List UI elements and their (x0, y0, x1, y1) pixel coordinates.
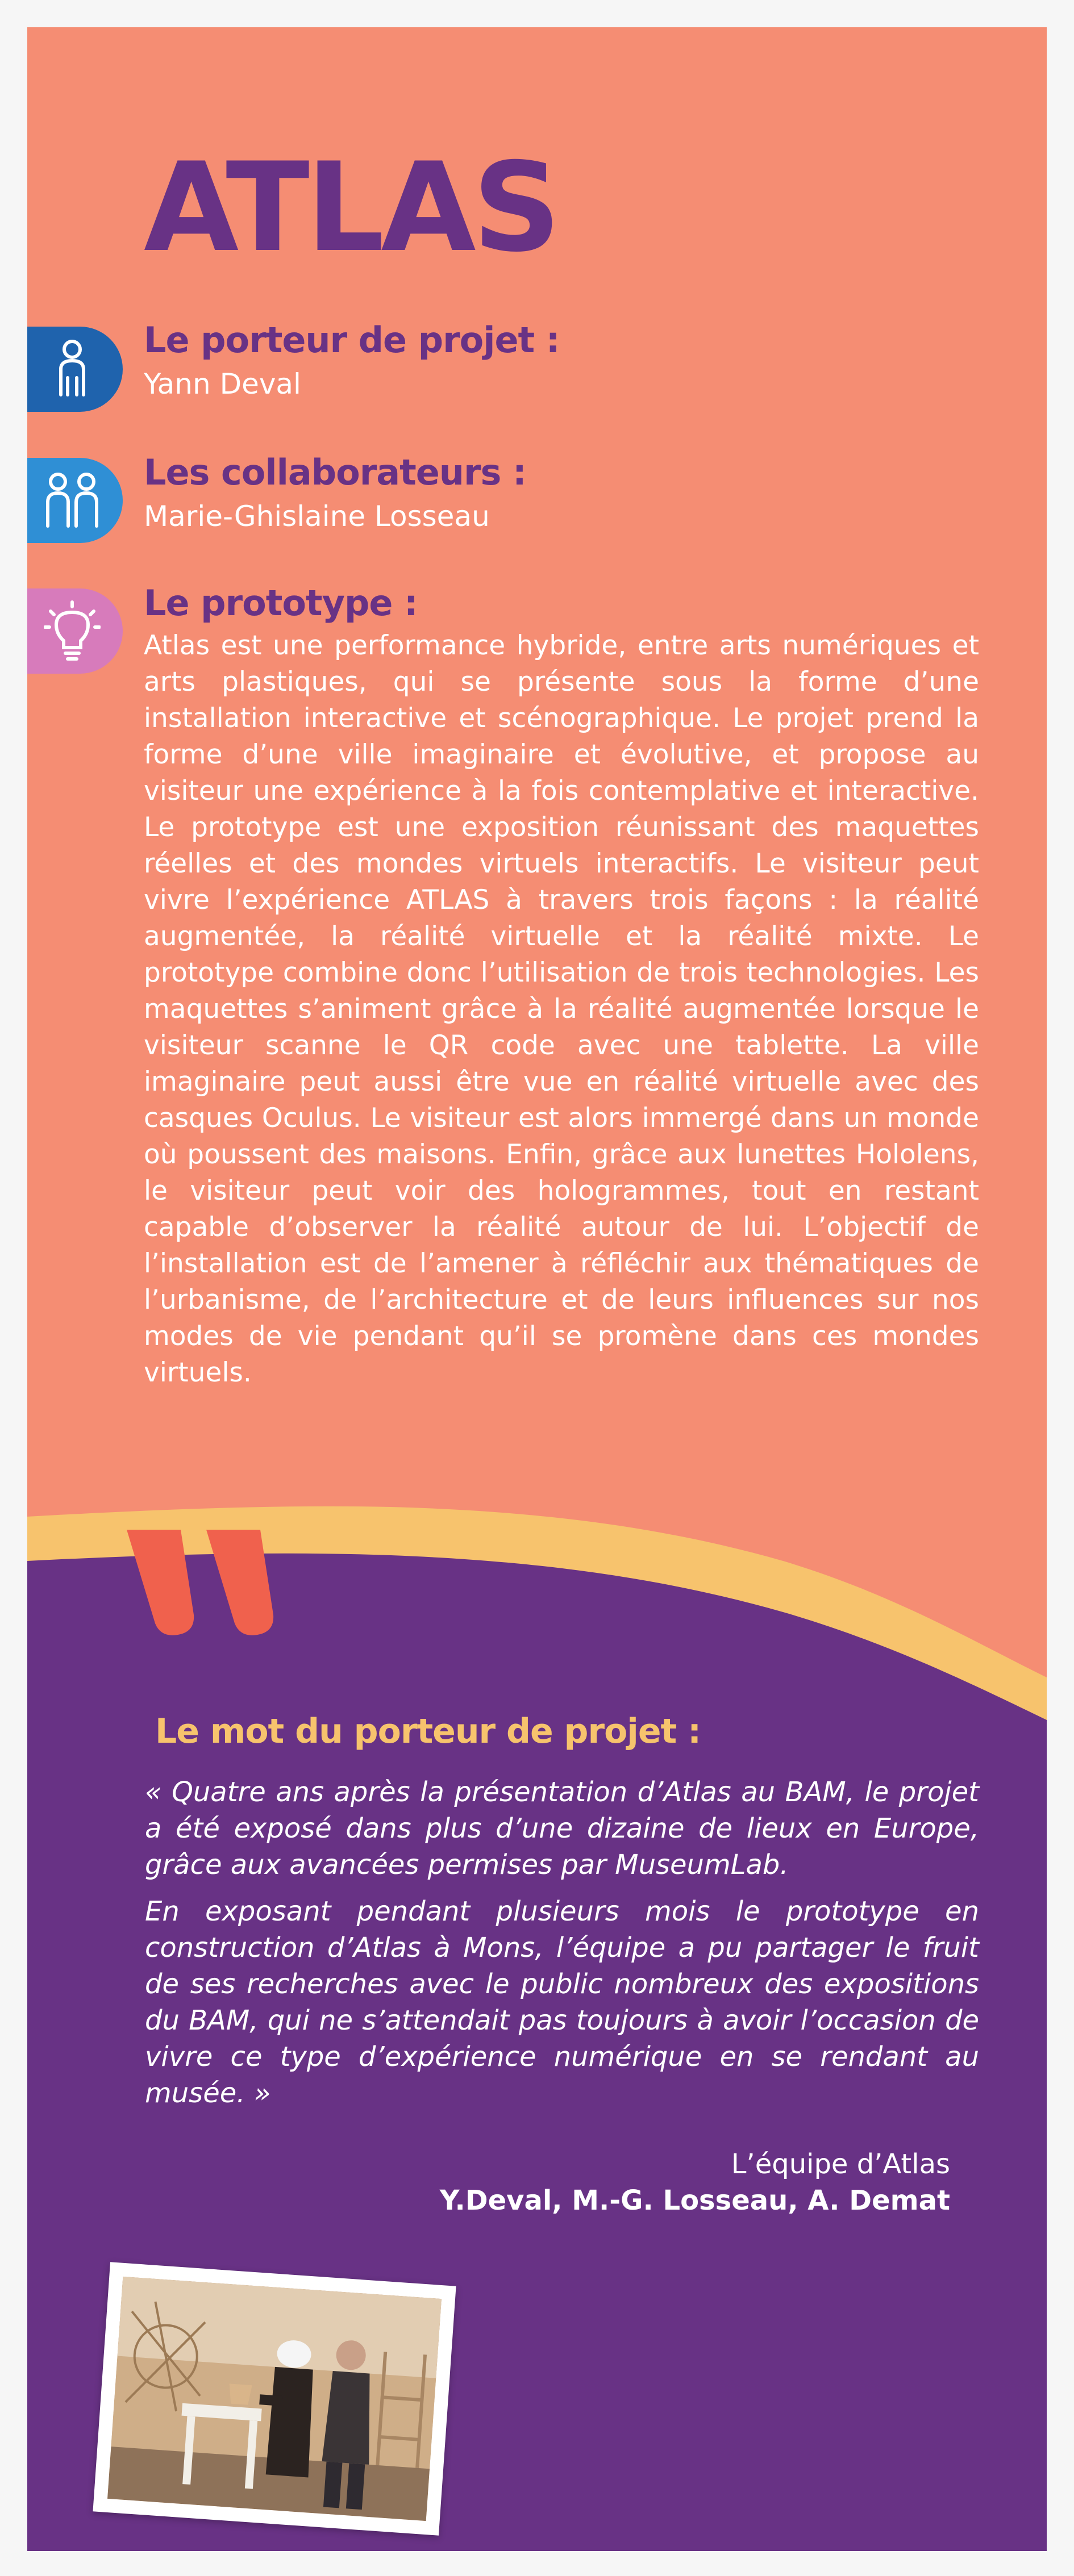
signature-names: Y.Deval, M.-G. Losseau, A. Demat (439, 2185, 950, 2216)
exhibition-photo (93, 2262, 456, 2535)
photo-illustration (107, 2277, 442, 2521)
prototype-label: Le prototype : (144, 582, 418, 624)
people-icon (41, 469, 103, 532)
porteur-label: Le porteur de projet : (144, 319, 560, 361)
porteur-name: Yann Deval (144, 368, 301, 401)
quotation-mark-icon (127, 1530, 280, 1638)
quote-heading: Le mot du porteur de projet : (155, 1711, 701, 1751)
quote-body (145, 1774, 979, 2122)
prototype-description: Atlas est une performance hybride, entre arts numériques et arts plastiques, qui se présente sous la forme d’une installation interactive et scénographique. Le projet prend la forme d’une ville imaginaire et évolutive, et propose au visiteur une expérience à la fois contemplative et interactive. Le prototype est une exposition réunissant des maquettes réelles et des mondes virtuels interactifs. Le visiteur peut vivre l’expérience ATLAS à travers trois façons : la réalité augmentée, la réalité virtuelle et la réalité mixte. Le prototype combine donc l’utilisation de trois technologies. Les maquettes s’animent grâce à la réalité augmentée lorsque le visiteur scanne le QR code avec une tablette. La ville imaginaire peut aussi être vue en réalité virtuelle avec des casques Oculus. Le visiteur est alors immergé dans un monde où poussent des maisons. Enfin, grâce aux lunettes Hololens, le visiteur peut voir des hologrammes, tout en restant capable d’observer la réalité autour de lui. L’objectif de l’installation est de l’amener à réfléchir aux thématiques de l’urbanisme, de l’architecture et de leurs influences sur nos modes de vie pendant qu’il se promène dans ces mondes virtuels. (144, 630, 979, 1389)
lightbulb-icon (44, 600, 101, 662)
photo-image (107, 2277, 442, 2521)
collaborateurs-names: Marie-Ghislaine Losseau (144, 500, 490, 533)
project-title: ATLAS (144, 136, 558, 279)
person-icon (49, 338, 95, 400)
signature-team: L’équipe d’Atlas (731, 2148, 950, 2180)
signature (440, 2146, 950, 2219)
prototype-section (144, 583, 979, 1391)
prototype-tab (27, 588, 123, 674)
collaborateurs-tab (27, 458, 123, 543)
porteur-section (144, 320, 979, 403)
poster-panel (27, 27, 1047, 2551)
collaborateurs-label: Les collaborateurs : (144, 452, 526, 493)
porteur-tab (27, 327, 123, 412)
collaborateurs-section (144, 452, 979, 535)
quote-paragraph: « Quatre ans après la présentation d’Atlas au BAM, le projet a été exposé dans plus d’une dizaine de lieux en Europe, grâce aux avancées permises par MuseumLab. (145, 1776, 979, 1881)
quote-paragraph: En exposant pendant plusieurs mois le prototype en construction d’Atlas à Mons, l’équipe a pu partager le fruit de ses recherches avec le public nombreux des expositions du BAM, qui ne s’attendait pas toujours à avoir l’occasion de vivre ce type d’expérience numérique en se rendant au musée. » (145, 1896, 979, 2109)
